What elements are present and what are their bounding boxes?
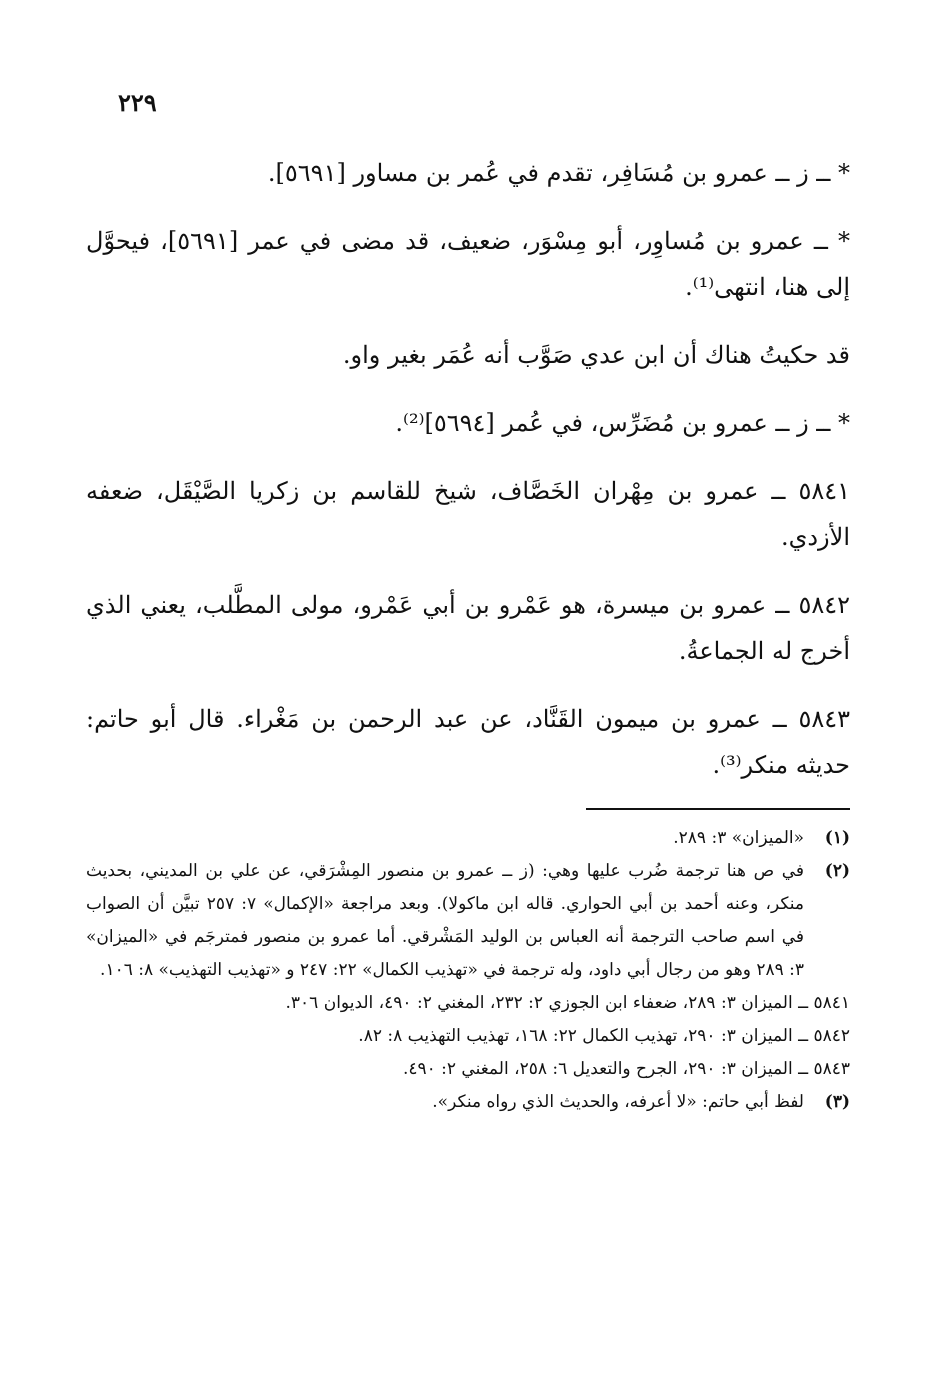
footnote-3 xyxy=(86,1086,850,1119)
footnote-separator xyxy=(586,808,850,810)
entry-amr-ibn-musafir: * ــ ز ــ عمرو بن مُسَافِر، تقدم في عُمر بن مساور [٥٦٩١]. xyxy=(267,159,850,187)
footnote-text: لفظ أبي حاتم: «لا أعرفه، والحديث الذي رواه منكر». xyxy=(432,1092,804,1112)
entry-amr-ibn-mudarris: * ــ ز ــ عمرو بن مُضَرِّس، في عُمر [٥٦٩٤]⁽²⁾. xyxy=(395,409,850,437)
source-5841: ٥٨٤١ ــ الميزان ٣: ٢٨٩، ضعفاء ابن الجوزي ٢: ٢٣٢، المغني ٢: ٤٩٠، الديوان ٣٠٦. xyxy=(285,993,850,1013)
footnote-number: (٣) xyxy=(824,1092,850,1112)
footnotes-section xyxy=(86,822,850,1119)
entry-5841: ٥٨٤١ ــ عمرو بن مِهْران الخَصَّاف، شيخ للقاسم بن زكريا الصَّيْقَل، ضعفه الأزدي. xyxy=(86,477,850,551)
footnote-2 xyxy=(86,855,850,987)
footnote-number: (١) xyxy=(824,828,850,848)
entry-5843: ٥٨٤٣ ــ عمرو بن ميمون القَنَّاد، عن عبد الرحمن بن مَغْراء. قال أبو حاتم: حديثه منكر⁽³⁾. xyxy=(86,705,850,779)
source-5843: ٥٨٤٣ ــ الميزان ٣: ٢٩٠، الجرح والتعديل ٦: ٢٥٨، المغني ٢: ٤٩٠. xyxy=(402,1059,850,1079)
footnote-number: (٢) xyxy=(824,861,850,881)
footnote-1 xyxy=(86,822,850,855)
page-number: ٢٢٩ xyxy=(118,88,157,117)
main-text xyxy=(86,150,850,810)
entry-5842: ٥٨٤٢ ــ عمرو بن ميسرة، هو عَمْرو بن أبي عَمْرو، مولى المطَّلب، يعني الذي أخرج له الجماعةُ. xyxy=(86,591,850,665)
footnote-text: في ص هنا ترجمة ضُرب عليها وهي: (ز ــ عمرو بن منصور المِشْرَقي، عن علي بن المديني، بحديث منكر، وعنه أحمد بن أبي الحواري. قاله ابن ماكولا). وبعد مراجعة «الإكمال» ٧: ٢٥٧ تبيَّن أن الصواب في اسم صاحب الترجمة أنه العباس بن الوليد المَشْرقي. أما عمرو بن منصور فمترجَم في «الميزان» ٣: ٢٨٩ وهو من رجال أبي داود، وله ترجمة في «تهذيب الكمال» ٢٢: ٢٤٧ و «تهذيب التهذيب» ٨: ١٠٦. xyxy=(86,861,804,980)
source-5842: ٥٨٤٢ ــ الميزان ٣: ٢٩٠، تهذيب الكمال ٢٢: ١٦٨، تهذيب التهذيب ٨: ٨٢. xyxy=(358,1026,850,1046)
entry-amr-ibn-musawir: * ــ عمرو بن مُساوِر، أبو مِسْوَر، ضعيف، قد مضى في عمر [٥٦٩١]، فيحوَّل إلى هنا، انتهى⁽¹⁾. xyxy=(86,227,850,301)
entry-comment-ibn-adi: قد حكيتُ هناك أن ابن عدي صَوَّب أنه عُمَر بغير واو. xyxy=(342,341,850,369)
footnote-text: «الميزان» ٣: ٢٨٩. xyxy=(673,828,804,848)
